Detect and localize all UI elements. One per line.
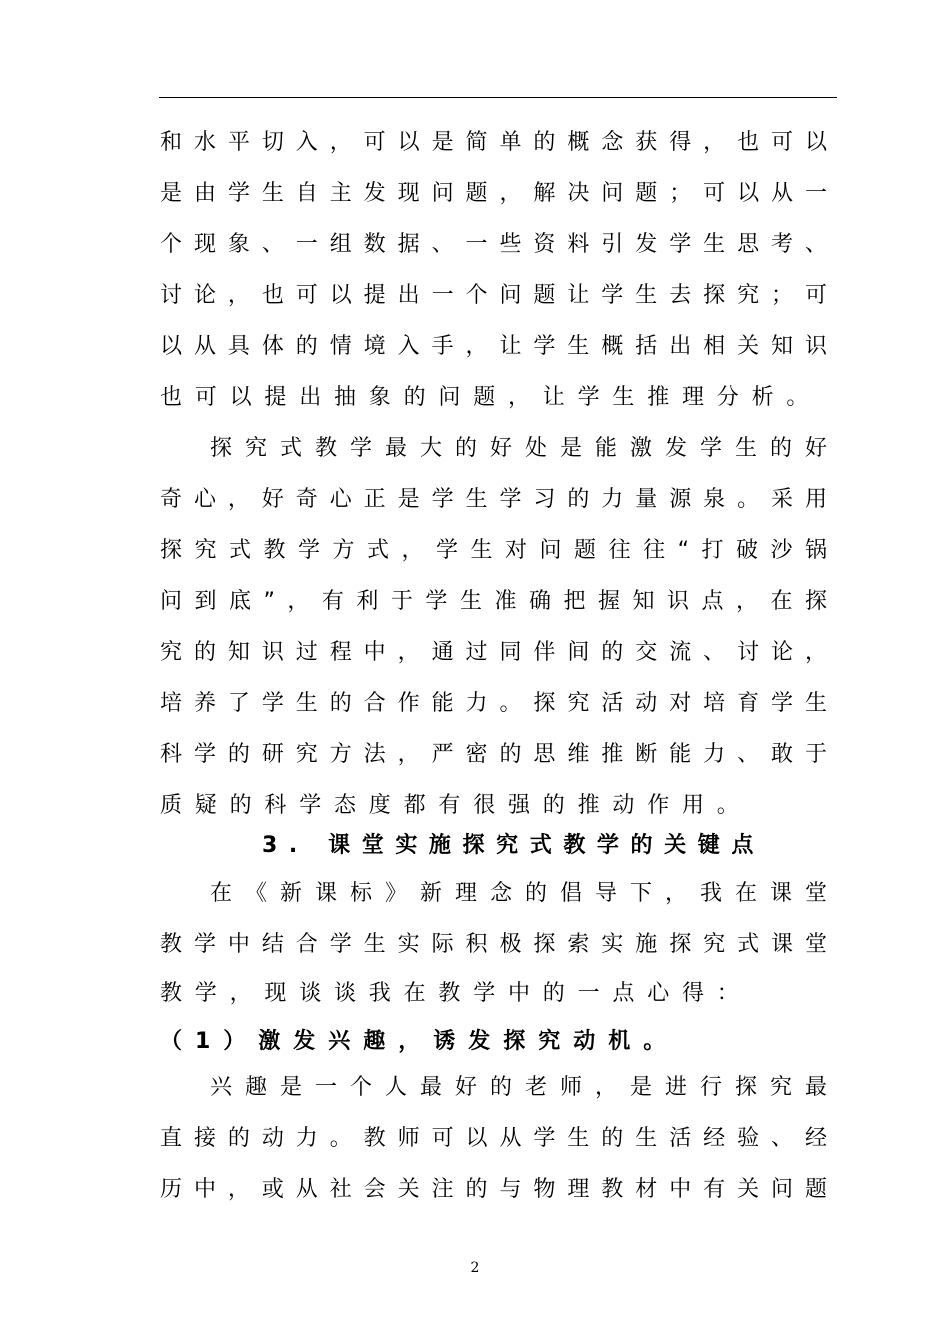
body-line: 质疑的科学态度都有很强的推动作用。 [160, 793, 752, 818]
body-line: 教学，现谈谈我在教学中的一点心得： [160, 981, 752, 1006]
body-line: 和水平切入，可以是简单的概念获得，也可以 [160, 130, 827, 155]
body-line: 奇心，好奇心正是学生学习的力量源泉。采用 [160, 487, 827, 512]
body-line: 科学的研究方法，严密的思维推断能力、敢于 [160, 742, 827, 767]
body-line: 个现象、一组数据、一些资料引发学生思考、 [160, 232, 827, 257]
body-line: 也可以提出抽象的问题，让学生推理分析。 [160, 385, 822, 410]
paragraph-first-line: 探究式教学最大的好处是能激发学生的好 [210, 436, 827, 461]
body-line: 直接的动力。教师可以从学生的生活经验、经 [160, 1126, 827, 1151]
subsection-heading: （1）激发兴趣，诱发探究动机。 [160, 1029, 679, 1054]
body-line: 教学中结合学生实际积极探索实施探究式课堂 [160, 932, 827, 957]
page-number: 2 [470, 1260, 480, 1276]
paragraph-first-line: 兴趣是一个人最好的老师，是进行探究最 [210, 1075, 827, 1100]
body-line: 问到底”，有利于学生准确把握知识点，在探 [160, 589, 827, 614]
body-line: 讨论，也可以提出一个问题让学生去探究；可 [160, 283, 827, 308]
body-line: 是由学生自主发现问题，解决问题；可以从一 [160, 181, 827, 206]
body-line: 究的知识过程中，通过同伴间的交流、讨论， [160, 640, 827, 665]
body-line: 以从具体的情境入手，让学生概括出相关知识 [160, 334, 827, 359]
section-heading: 3. 课堂实施探究式教学的关键点 [262, 833, 765, 858]
header-rule [159, 97, 837, 98]
body-line: 历中，或从社会关注的与物理教材中有关问题 [160, 1177, 827, 1202]
body-line: 培养了学生的合作能力。探究活动对培育学生 [160, 691, 827, 716]
paragraph-first-line: 在《新课标》新理念的倡导下，我在课堂 [210, 881, 827, 906]
body-line: 探究式教学方式，学生对问题往往“打破沙锅 [160, 538, 827, 563]
